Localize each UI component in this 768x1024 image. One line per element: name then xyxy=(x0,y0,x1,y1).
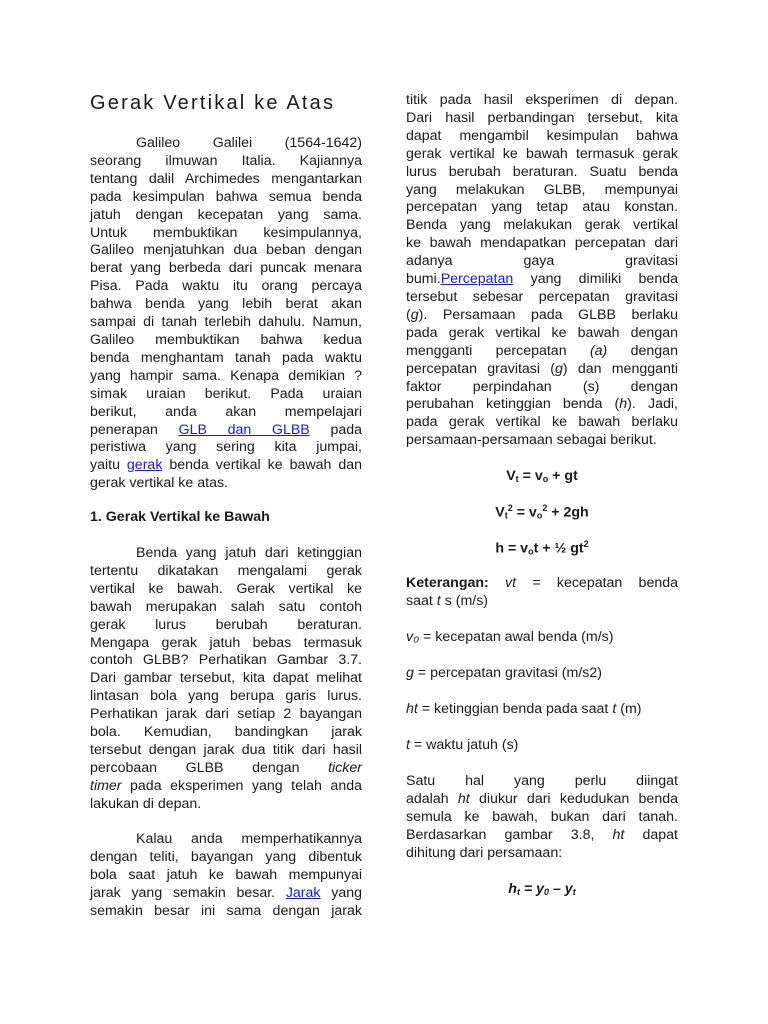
text-line: bahwa benda yang lebih berat akan xyxy=(90,296,362,313)
text-line xyxy=(90,885,362,903)
text-line: tertentu dikatakan mengalami gerak xyxy=(90,562,362,579)
text-line: Benda yang melakukan gerak vertikal xyxy=(406,217,678,234)
text-span: = ketinggian benda pada saat xyxy=(421,701,609,717)
text-span: mengganti percepatan xyxy=(406,342,567,359)
text-line: contoh GLBB? Perhatikan Gambar 3.7. xyxy=(90,652,362,669)
text-span: t xyxy=(436,592,441,609)
text-line: berat yang berbeda dari puncak menara xyxy=(90,260,362,277)
eq-sub: o xyxy=(536,510,543,521)
text-span: (m) xyxy=(620,701,642,717)
text-span: yang dimiliki benda xyxy=(530,271,678,288)
text-line xyxy=(406,361,678,379)
equation-2 xyxy=(406,503,678,521)
text-line: dapat mengambil kesimpulan bahwa xyxy=(406,127,678,144)
eq-text: V xyxy=(506,468,516,484)
text-span: g xyxy=(410,306,419,323)
text-line xyxy=(406,575,678,593)
paragraph-2 xyxy=(90,545,362,814)
text-line: dengan teliti, bayangan yang dibentuk xyxy=(90,848,362,865)
text-line: tersebut dengan jarak dua titik dari hasil xyxy=(90,741,362,758)
text-span: ( xyxy=(406,306,411,323)
text-line: tersebut sebesar percepatan gravitasi xyxy=(406,288,678,305)
text-line: ke bawah mendapatkan percepatan dari xyxy=(406,235,678,252)
text-span: penerapan xyxy=(90,421,158,438)
text-line: Galileo membuktikan bahwa kedua xyxy=(90,331,362,348)
text-line: tentang dalil Archimedes mengantarkan xyxy=(90,170,362,187)
text-line: lintasan bola yang berupa garis lurus. xyxy=(90,688,362,705)
text-line: bawah merupakan salah satu contoh xyxy=(90,598,362,615)
text-line: Benda yang jatuh dari ketinggian xyxy=(136,545,362,561)
text-line: seorang ilmuwan Italia. Kajiannya xyxy=(90,152,362,169)
text-line: Mengapa gerak jatuh bebas termasuk xyxy=(90,634,362,651)
keterangan-label: Keterangan: xyxy=(406,575,489,591)
text-line: lurus berubah beraturan. Suatu benda xyxy=(406,163,678,180)
text-span: ht xyxy=(612,826,625,843)
text-line: adanya gaya gravitasi xyxy=(406,253,678,270)
text-span: = waktu jatuh (s) xyxy=(413,737,519,753)
right-paragraph xyxy=(406,92,678,450)
text-span: jarak yang semakin besar. xyxy=(90,884,276,901)
text-span: (a) xyxy=(589,342,608,359)
text-line: yang melakukan GLBB, mempunyai xyxy=(406,181,678,198)
eq-sub: o xyxy=(542,474,549,484)
eq-sup: 2 xyxy=(507,503,513,513)
text-span: timer xyxy=(90,777,122,794)
eq-sub: t xyxy=(515,474,519,484)
text-line: pada gerak vertikal ke bawah dengan xyxy=(406,324,678,341)
text-line: bola saat jatuh ke bawah mempunyai xyxy=(90,866,362,883)
eq-text: V xyxy=(495,504,505,521)
symbol: g xyxy=(406,665,414,681)
text-span: pada xyxy=(330,421,362,438)
eq-sub: o xyxy=(528,546,534,557)
text-line xyxy=(406,271,678,289)
text-line: dihitung dari persamaan: xyxy=(406,844,563,861)
text-span: yaitu xyxy=(90,457,120,474)
def-t xyxy=(406,737,518,755)
text-line: peristiwa yang sering kita jumpai, xyxy=(90,439,362,456)
text-line: faktor perpindahan (s) dengan xyxy=(406,378,678,395)
text-line: vertikal ke bawah. Gerak vertikal ke xyxy=(90,580,362,597)
equation-3 xyxy=(406,539,678,557)
intro-paragraph xyxy=(90,135,362,493)
text-line xyxy=(90,778,362,796)
text-line xyxy=(406,396,678,414)
percepatan-link[interactable]: Percepatan xyxy=(440,271,514,288)
text-line: percepatan yang tetap atau konstan. xyxy=(406,199,678,216)
text-line: Untuk membuktikan kesimpulannya, xyxy=(90,224,362,241)
paragraph-3 xyxy=(90,831,362,921)
def-ht xyxy=(406,701,642,719)
eq-text: = y xyxy=(519,881,545,897)
text-span: ht xyxy=(457,790,470,807)
text-span: t xyxy=(612,701,617,717)
text-line: berikut, anda akan mempelajari xyxy=(90,403,362,420)
text-line: Kalau anda memperhatikannya xyxy=(136,831,362,847)
text-line: yang hampir sama. Kenapa demikian ? xyxy=(90,367,362,384)
jarak-link[interactable]: Jarak xyxy=(285,884,321,901)
text-line xyxy=(90,760,362,778)
text-line: lakukan di depan. xyxy=(90,795,202,812)
eq-sup: 2 xyxy=(542,503,548,513)
eq-text: + 2gh xyxy=(547,504,589,521)
text-line: titik pada hasil eksperimen di depan. xyxy=(406,92,678,108)
text-span: dengan xyxy=(630,342,678,359)
symbol: vt xyxy=(505,575,517,591)
text-span: ticker xyxy=(328,759,362,776)
text-span: dapat xyxy=(642,826,678,843)
text-line: Satu hal yang perlu diingat xyxy=(406,773,678,789)
text-span: ) dan mengganti xyxy=(562,360,678,377)
text-line: persamaan-persamaan sebagai berikut. xyxy=(406,432,657,449)
text-span: diukur dari kedudukan benda xyxy=(479,790,678,807)
text-line: pada kesimpulan bahwa semua benda xyxy=(90,188,362,205)
text-span: adalah xyxy=(406,790,449,807)
satu-hal-paragraph xyxy=(406,773,678,863)
text-line xyxy=(406,827,678,845)
text-line: semula ke bawah, bukan dari tanah. xyxy=(406,808,678,825)
text-line: sampai di tanah terlebih dahulu. Namun, xyxy=(90,314,362,331)
text-line xyxy=(406,593,678,611)
eq-sub: t xyxy=(572,887,576,897)
keterangan-block xyxy=(406,575,678,611)
text-line: bola. Kemudian, bandingkan jarak xyxy=(90,724,362,741)
text-line: gerak vertikal ke atas. xyxy=(90,475,228,492)
eq-text: + gt xyxy=(548,468,578,484)
text-span: h xyxy=(619,396,628,413)
symbol: v₀ xyxy=(406,629,420,645)
def-v0 xyxy=(406,629,614,647)
text-span: pada eksperimen yang telah anda xyxy=(130,777,362,794)
symbol: t xyxy=(406,737,410,753)
text-line xyxy=(90,422,362,440)
symbol: ht xyxy=(406,701,418,717)
eq-text: h xyxy=(508,881,517,897)
text-span: s (m/s) xyxy=(444,592,489,609)
text-line: benda menghantam tanah pada waktu xyxy=(90,349,362,366)
text-span: percobaan GLBB dengan xyxy=(90,759,300,776)
text-span: perubahan ketinggian benda ( xyxy=(406,396,620,413)
eq-sub: t xyxy=(516,887,520,897)
text-span: bumi. xyxy=(406,271,441,288)
eq-text: h = v xyxy=(495,540,529,557)
text-line: Pisa. Pada waktu itu orang percaya xyxy=(90,278,362,295)
text-line xyxy=(406,307,678,325)
text-line: pada gerak vertikal ke bawah berlaku xyxy=(406,414,678,431)
equation-1 xyxy=(406,468,678,484)
text-span: g xyxy=(555,360,563,377)
eq-text: – y xyxy=(549,881,573,897)
text-line: Galileo menjatuhkan dua beban dengan xyxy=(90,242,362,259)
text-line xyxy=(406,343,678,361)
text-span: = percepatan gravitasi (m/s2) xyxy=(417,665,602,681)
page-title: Gerak Vertikal ke Atas xyxy=(90,92,336,114)
text-line: Dari hasil perbandingan tersebut, kita xyxy=(406,109,678,126)
text-line: jatuh dengan kecepatan yang sama. xyxy=(90,206,362,223)
text-line: gerak lurus berubah beraturan. xyxy=(90,616,362,633)
text-line: Perhatikan jarak dari setiap 2 bayangan xyxy=(90,706,362,723)
eq-text: = v xyxy=(512,504,537,521)
eq-text: t + ½ gt xyxy=(533,540,584,557)
eq-sup: 2 xyxy=(583,539,589,549)
text-span: saat xyxy=(406,592,433,609)
text-span: ). Jadi, xyxy=(627,396,678,413)
text-span: ). Persamaan pada GLBB berlaku xyxy=(418,306,678,323)
eq-sub: 0 xyxy=(544,887,550,897)
gerak-link[interactable]: gerak xyxy=(126,457,163,474)
text-span: = kecepatan benda xyxy=(532,575,679,591)
text-line: Galileo Galilei (1564-1642) xyxy=(136,135,362,151)
text-span: = kecepatan awal benda (m/s) xyxy=(423,629,614,645)
text-line: semakin besar ini sama dengan jarak xyxy=(90,902,362,919)
text-line: gerak vertikal ke bawah termasuk gerak xyxy=(406,145,678,162)
text-span: percepatan gravitasi ( xyxy=(406,360,555,377)
def-g xyxy=(406,665,602,683)
eq-sub: t xyxy=(504,510,508,521)
text-span: Berdasarkan gambar 3.8, xyxy=(406,826,595,843)
eq-text: = v xyxy=(518,468,543,484)
glb-glbb-link[interactable]: GLB dan GLBB xyxy=(178,421,310,438)
text-line: simak uraian berikut. Pada uraian xyxy=(90,385,362,402)
text-line: Dari gambar tersebut, kita dapat melihat xyxy=(90,670,362,687)
text-span: benda vertikal ke bawah dan xyxy=(169,457,362,474)
section-heading: 1. Gerak Vertikal ke Bawah xyxy=(90,509,270,525)
text-line xyxy=(90,457,362,475)
text-span: yang xyxy=(331,884,362,901)
text-line xyxy=(406,791,678,809)
equation-4 xyxy=(406,881,678,897)
